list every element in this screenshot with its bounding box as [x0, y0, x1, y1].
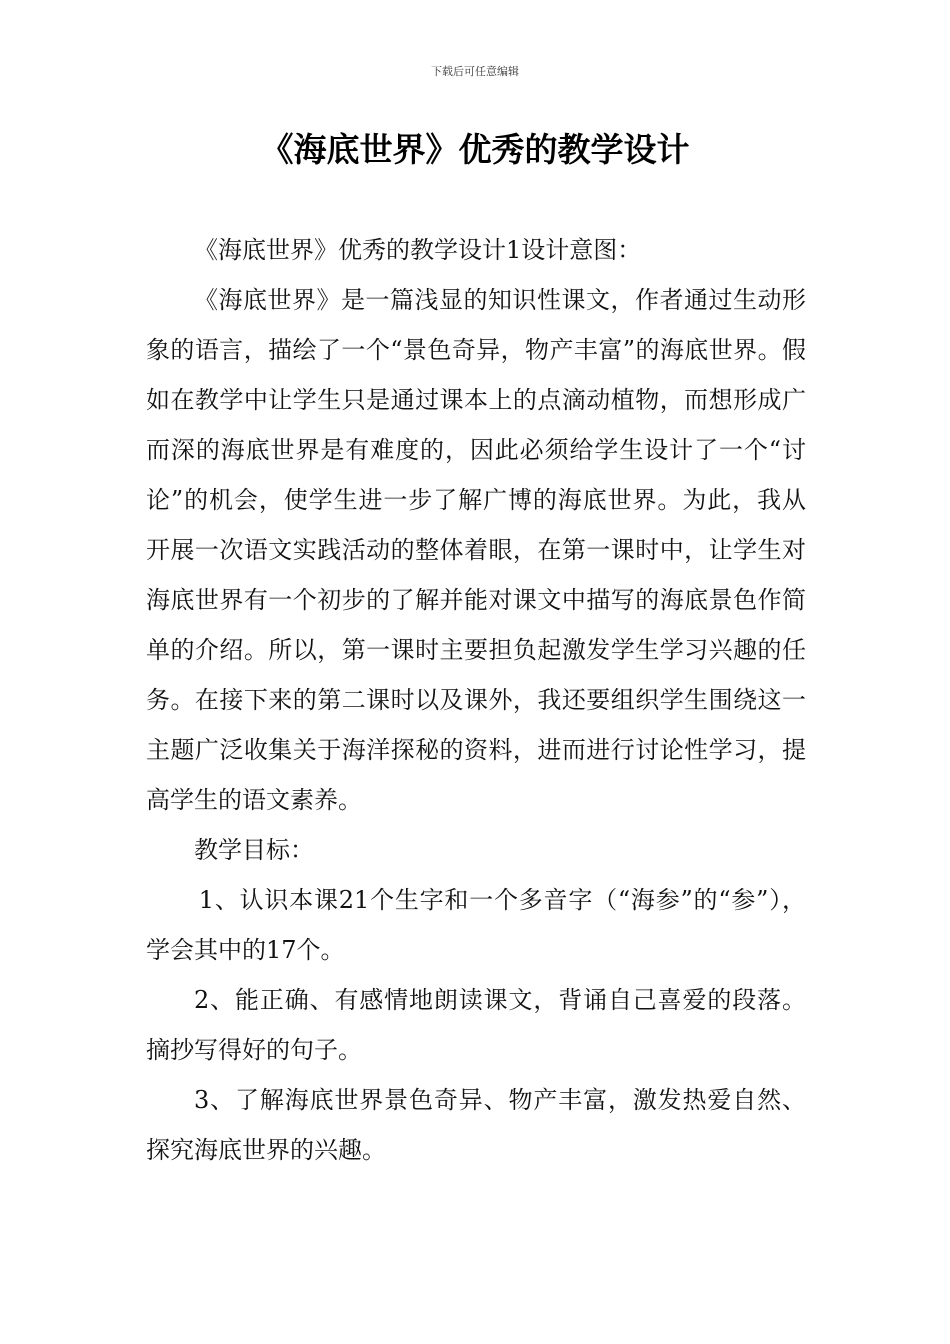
header-note: 下载后可任意编辑: [431, 65, 519, 78]
design-intent-paragraph: 《海底世界》是一篇浅显的知识性课文，作者通过生动形象的语言，描绘了一个“景色奇异，物产丰富”的海底世界。假如在教学中让学生只是通过课本上的点滴动植物，而想形成广而深的海底世界是有难度的，因此必须给学生设计了一个“讨论”的机会，使学生进一步了解广博的海底世界。为此，我从开展一次语文实践活动的整体着眼，在第一课时中，让学生对海底世界有一个初步的了解并能对课文中描写的海底景色作简单的介绍。所以，第一课时主要担负起激发学生学习兴趣的任务。在接下来的第二课时以及课外，我还要组织学生围绕这一主题广泛收集关于海洋探秘的资料，进而进行讨论性学习，提高学生的语文素养。: [146, 286, 806, 814]
teaching-goal-item: 1、认识本课21个生字和一个多音字（“海参”的“参”），学会其中的17个。: [146, 886, 806, 964]
teaching-goals-heading: 教学目标：: [194, 836, 314, 864]
teaching-goal-item: 2、能正确、有感情地朗读课文，背诵自己喜爱的段落。摘抄写得好的句子。: [146, 986, 806, 1064]
document-body: [146, 225, 806, 1175]
section-intro-paragraph: 《海底世界》优秀的教学设计1设计意图：: [194, 236, 642, 264]
teaching-goal-item: 3、了解海底世界景色奇异、物产丰富，激发热爱自然、探究海底世界的兴趣。: [146, 1086, 806, 1164]
document-title: 《海底世界》优秀的教学设计: [260, 130, 690, 169]
